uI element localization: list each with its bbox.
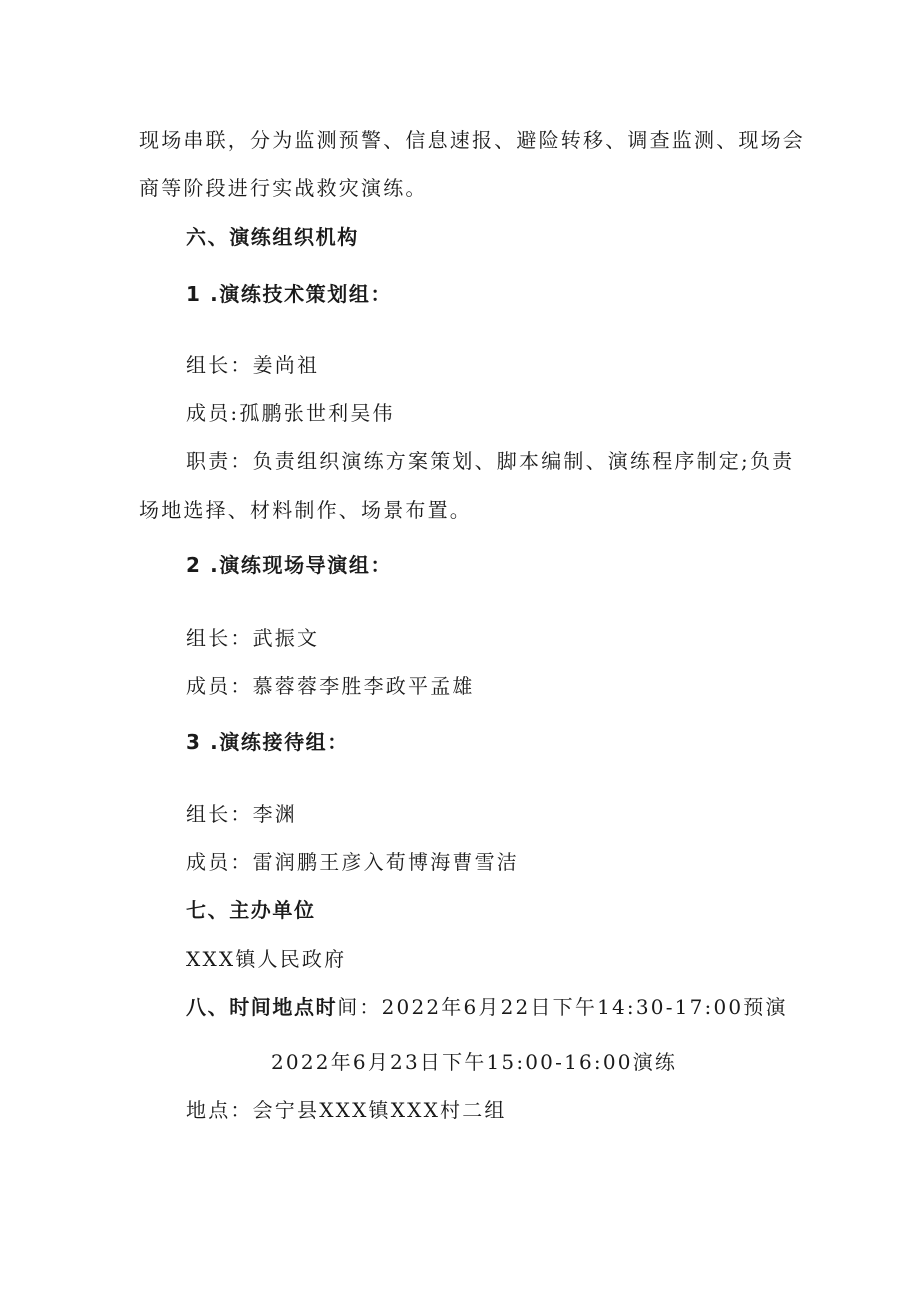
group-1-duty-line-2: 场地选择、材料制作、场景布置。 [139, 498, 472, 522]
location-line: 地点：会宁县XXX镇XXX村二组 [186, 1098, 507, 1122]
group-2-title: 2 .演练现场导演组： [186, 553, 393, 577]
group-2-members: 成员：慕蓉蓉李胜李政平孟雄 [186, 674, 475, 698]
section-8-heading: 八、时间地点时 [186, 995, 338, 1019]
section-6-heading: 六、演练组织机构 [186, 225, 359, 249]
group-1-members: 成员:孤鹏张世利吴伟 [186, 401, 395, 425]
group-1-duty-line-1: 职责：负责组织演练方案策划、脚本编制、演练程序制定;负责 [186, 449, 795, 473]
group-1-title: 1 .演练技术策划组： [186, 282, 393, 306]
time-line-2: 2022年6月23日下午15:00-16:00演练 [271, 1050, 678, 1074]
intro-line-2: 商等阶段进行实战救灾演练。 [139, 176, 428, 200]
group-3-members: 成员：雷润鹏王彦入荀博海曹雪洁 [186, 850, 519, 874]
group-2-leader: 组长：武振文 [186, 626, 320, 650]
section-8-line [186, 994, 788, 1020]
section-7-heading: 七、主办单位 [186, 898, 316, 922]
organizer-name: XXX镇人民政府 [186, 947, 347, 971]
group-3-title: 3 .演练接待组： [186, 730, 349, 754]
time-line-1: 间：2022年6月22日下午14:30-17:00预演 [337, 995, 788, 1019]
group-3-leader: 组长：李渊 [186, 802, 297, 826]
intro-line-1: 现场串联，分为监测预警、信息速报、避险转移、调查监测、现场会 [139, 128, 805, 152]
group-1-leader: 组长：姜尚祖 [186, 353, 320, 377]
